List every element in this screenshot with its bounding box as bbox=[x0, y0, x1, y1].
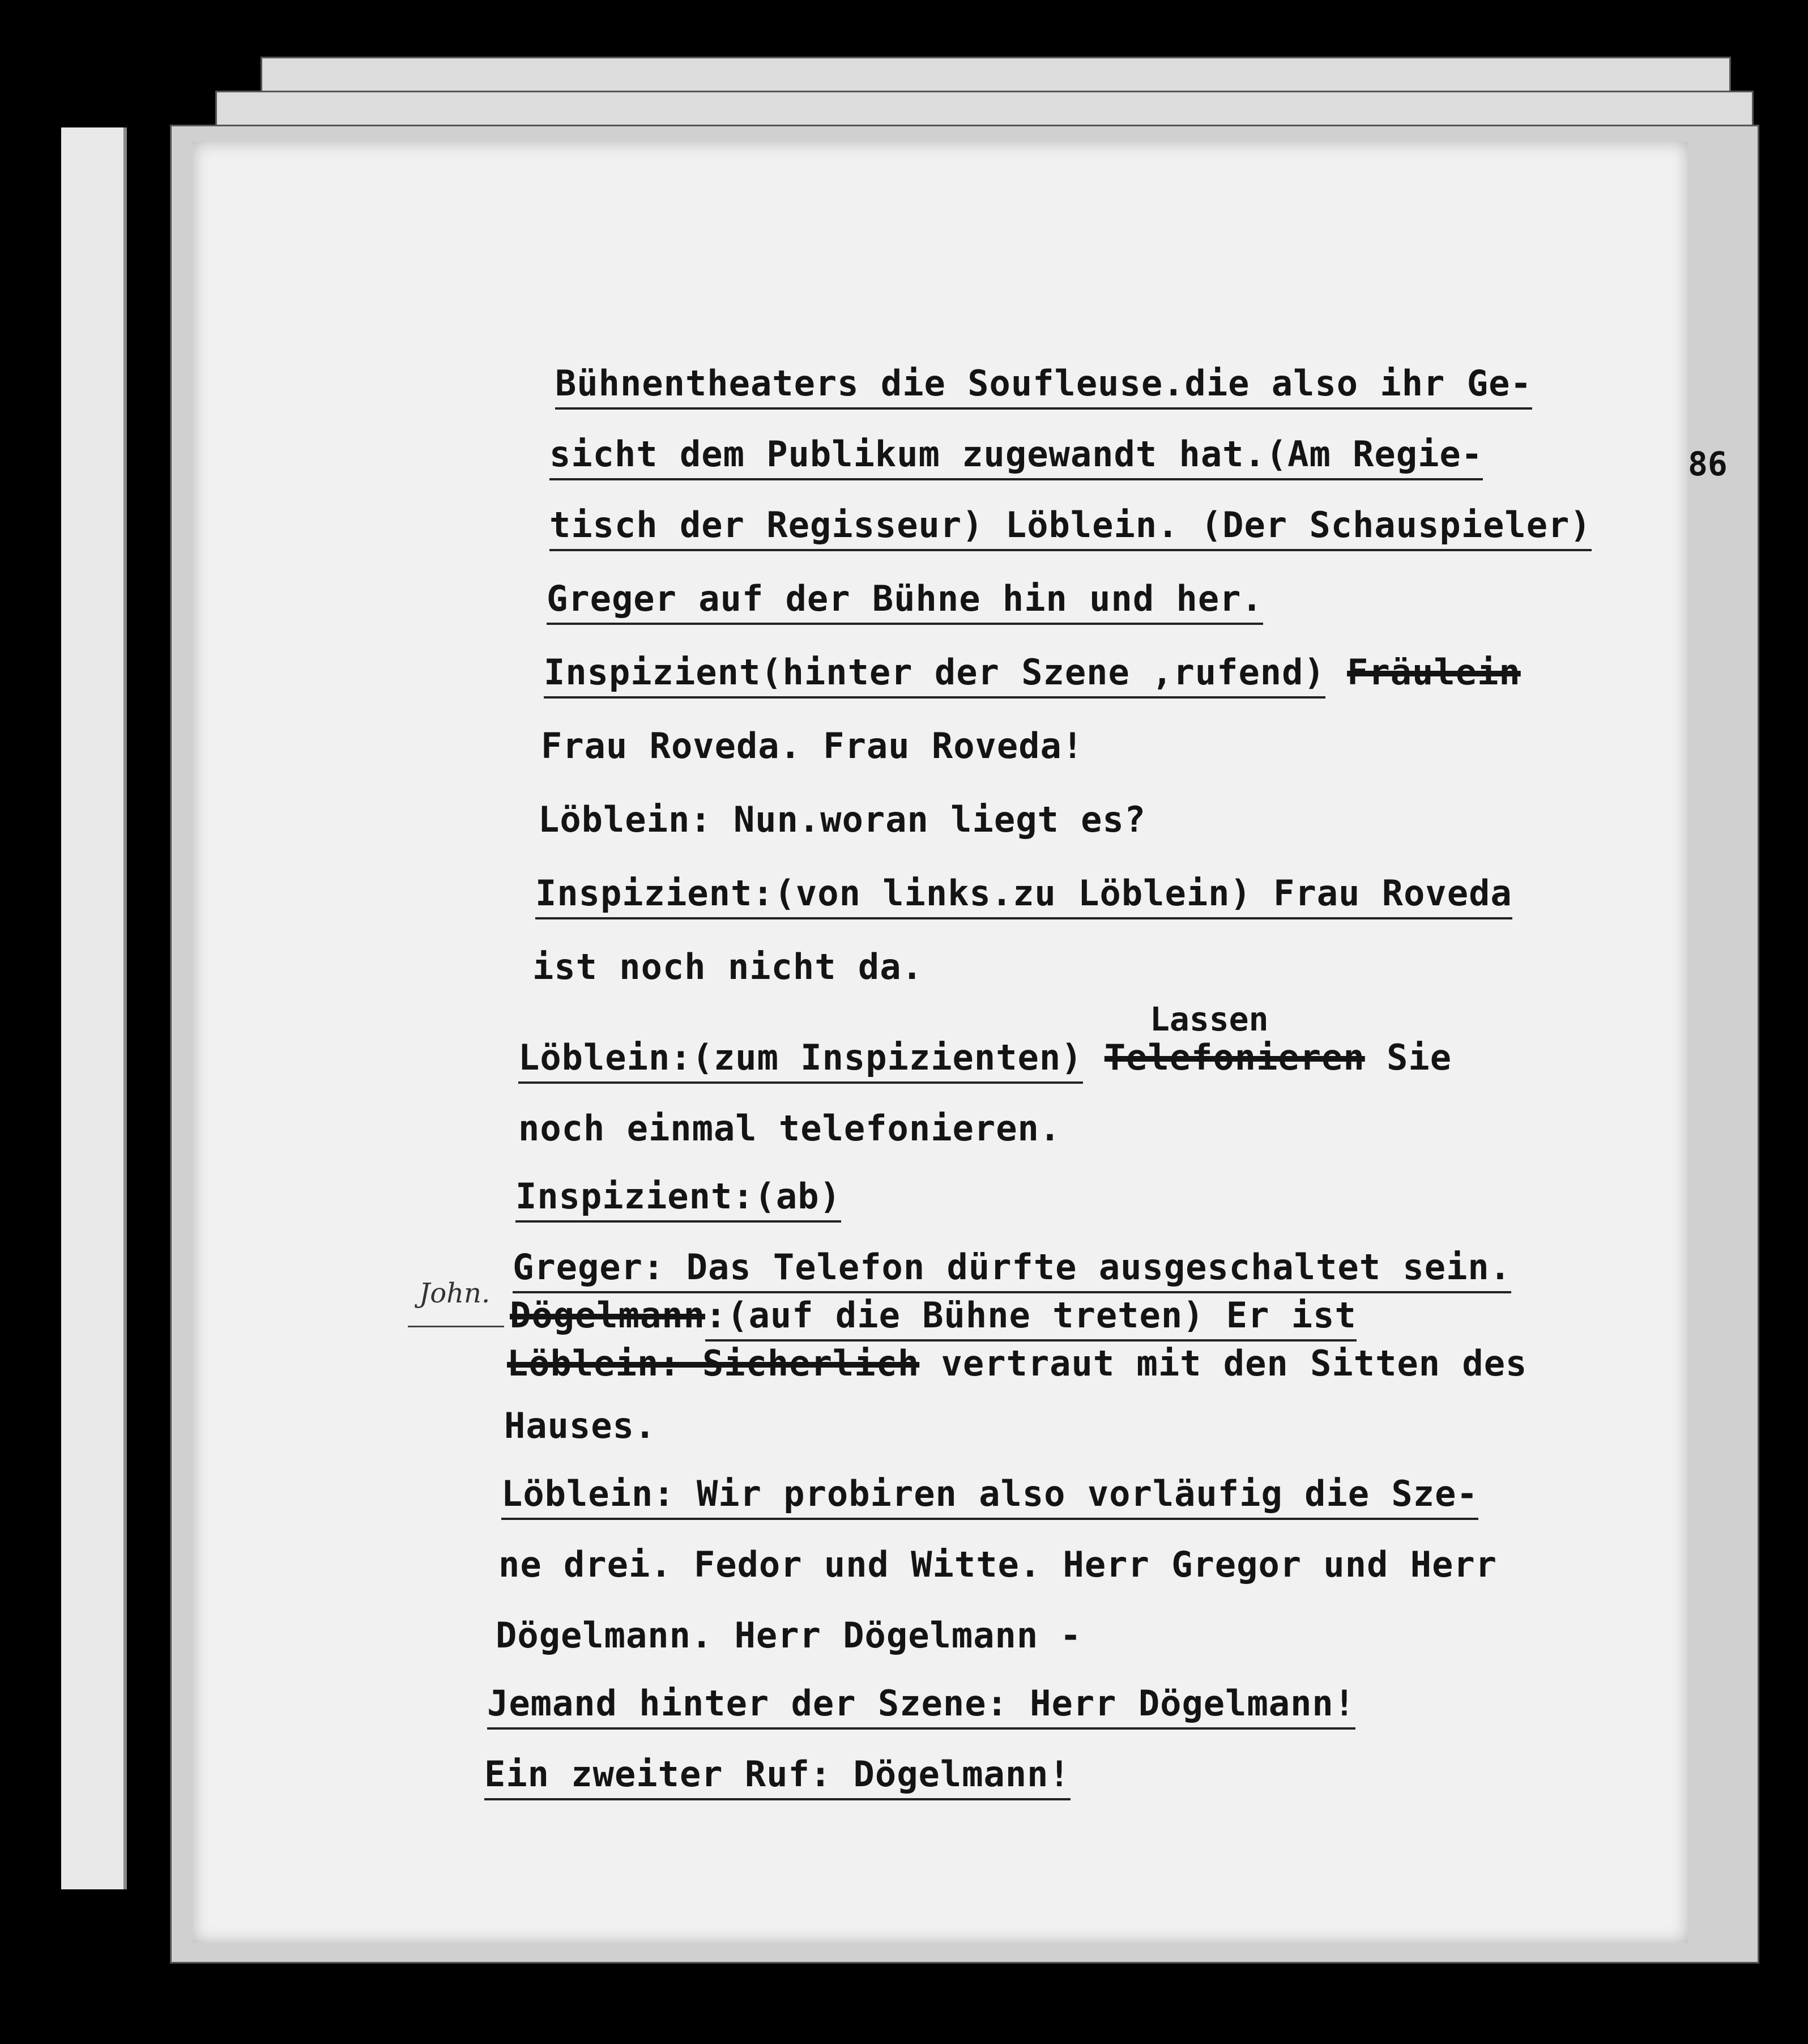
line-text: Inspizient:(von links.zu Löblein) Frau Roveda bbox=[535, 872, 1512, 919]
torn-paper-strip bbox=[61, 127, 127, 1889]
line-text: Jemand hinter der Szene: Herr Dögelmann! bbox=[487, 1683, 1355, 1730]
struck-word: Löblein: Sicherlich bbox=[507, 1343, 920, 1384]
line-text: sicht dem Publikum zugewandt hat.(Am Regie- bbox=[549, 433, 1483, 480]
text-line-12 bbox=[515, 1176, 841, 1217]
line-text: vertraut mit den Sitten des bbox=[919, 1343, 1528, 1384]
struck-word: Fräulein bbox=[1347, 651, 1521, 693]
line-text: Frau Roveda. Frau Roveda! bbox=[541, 725, 1084, 766]
margin-rule bbox=[408, 1326, 504, 1327]
text-line-21 bbox=[484, 1753, 1071, 1795]
page-number: 86 bbox=[1688, 445, 1728, 483]
struck-word: Telefonieren bbox=[1104, 1037, 1365, 1078]
text-line-2 bbox=[549, 433, 1483, 475]
typed-page bbox=[193, 142, 1728, 1943]
text-line-16 bbox=[504, 1405, 656, 1446]
line-text: Inspizient(hinter der Szene ,rufend) bbox=[544, 651, 1325, 699]
text-line-13 bbox=[513, 1246, 1511, 1288]
text-line-11 bbox=[518, 1108, 1061, 1149]
line-text: Löblein:(zum Inspizienten) bbox=[518, 1037, 1083, 1084]
text-line-4 bbox=[547, 578, 1263, 619]
line-text: ne drei. Fedor und Witte. Herr Gregor und Herr bbox=[498, 1544, 1498, 1585]
line-text: Löblein: Wir probiren also vorläufig die Sze- bbox=[501, 1473, 1478, 1520]
text-line-3 bbox=[549, 504, 1592, 546]
inserted-word: Lassen bbox=[1150, 1000, 1269, 1038]
line-text: Greger: Das Telefon dürfte ausgeschaltet sein. bbox=[513, 1246, 1511, 1293]
text-line-18 bbox=[498, 1544, 1497, 1585]
line-text: Ein zweiter Ruf: Dögelmann! bbox=[484, 1753, 1071, 1800]
line-text: Dögelmann. Herr Dögelmann - bbox=[496, 1615, 1082, 1656]
line-text: Greger auf der Bühne hin und her. bbox=[547, 578, 1263, 625]
text-line-8 bbox=[535, 872, 1512, 914]
text-line-6 bbox=[541, 725, 1084, 766]
text-line-15 bbox=[507, 1343, 1527, 1384]
text-line-9 bbox=[532, 946, 923, 987]
text-line-10 bbox=[518, 1037, 1452, 1078]
line-text: noch einmal telefonieren. bbox=[518, 1108, 1061, 1149]
line-text: Inspizient:(ab) bbox=[515, 1176, 841, 1223]
line-text-after: Sie bbox=[1387, 1037, 1452, 1078]
text-line-17 bbox=[501, 1473, 1478, 1514]
text-line-1 bbox=[555, 363, 1532, 404]
line-text: Bühnentheaters die Soufleuse.die also ihr Ge- bbox=[555, 363, 1532, 410]
line-text: tisch der Regisseur) Löblein. (Der Schauspieler) bbox=[549, 504, 1592, 551]
text-line-20 bbox=[487, 1683, 1355, 1724]
line-text: Löblein: Nun.woran liegt es? bbox=[538, 799, 1146, 840]
line-text: ist noch nicht da. bbox=[532, 946, 923, 987]
struck-word: Dögelmann bbox=[510, 1294, 705, 1336]
text-line-14 bbox=[510, 1294, 1357, 1336]
line-text: Hauses. bbox=[504, 1405, 656, 1446]
line-text: :(auf die Bühne treten) Er ist bbox=[705, 1294, 1357, 1342]
text-line-19 bbox=[496, 1615, 1082, 1656]
text-line-7 bbox=[538, 799, 1146, 840]
text-line-5 bbox=[544, 651, 1521, 693]
handwritten-margin-note: John. bbox=[419, 1278, 491, 1309]
